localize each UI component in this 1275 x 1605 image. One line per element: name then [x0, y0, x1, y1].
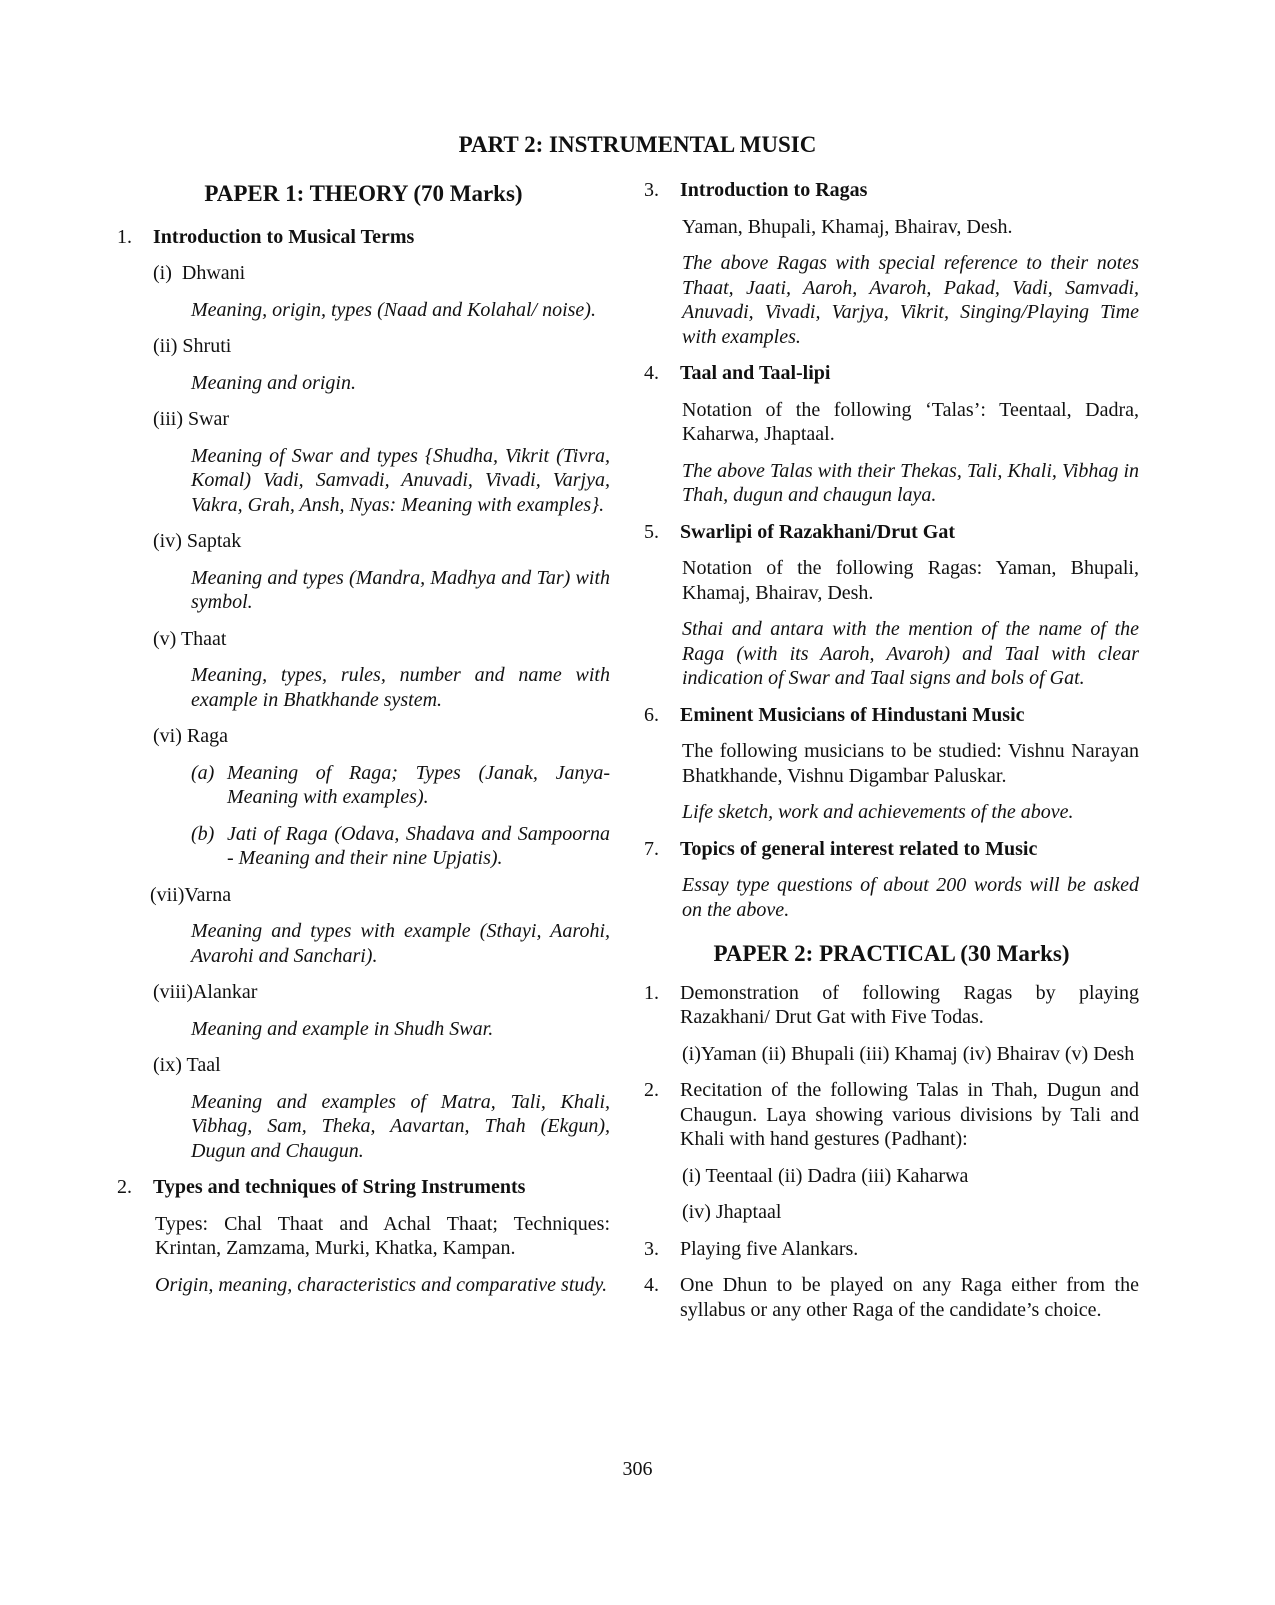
paper1-title: PAPER 1: THEORY (70 Marks) [204, 181, 523, 206]
item-paragraph: (iv) Jhaptaal [682, 1201, 782, 1223]
section-italic-paragraph: Life sketch, work and achievements of the above. [682, 801, 1074, 823]
section-title: Taal and Taal-lipi [680, 362, 831, 384]
sub-item-label: (vii)Varna [150, 883, 232, 906]
section-title: Topics of general interest related to Music [680, 837, 1038, 860]
paper2-title: PAPER 2: PRACTICAL (30 Marks) [713, 941, 1070, 966]
sub-item-description: Meaning, types, rules, number and name with example in Bhatkhande system. [191, 664, 610, 711]
section-heading [117, 1175, 610, 1200]
item-text: Playing five Alankars. [680, 1237, 859, 1260]
part-title: PART 2: INSTRUMENTAL MUSIC [458, 132, 817, 157]
section-title: Swarlipi of Razakhani/Drut Gat [680, 520, 956, 543]
practical-item [644, 1078, 1139, 1152]
section-number: 1. [117, 225, 132, 248]
section-title: Eminent Musicians of Hindustani Music [680, 703, 1025, 726]
practical-item [644, 1237, 1139, 1262]
item-text: Recitation of the following Talas in Thah, Dugun and Chaugun. Laya showing various divisions by Tali and Khali with hand gestures (Padhant): [680, 1079, 1139, 1150]
section-heading [644, 361, 1139, 386]
sub-item-label: (i) Dhwani [153, 262, 246, 284]
section-number: 4. [644, 362, 659, 384]
sub-item-description: Meaning and types with example (Sthayi, Aarohi, Avarohi and Sanchari). [191, 920, 610, 967]
section-number: 3. [644, 179, 659, 201]
sub-item-description: Meaning, origin, types (Naad and Kolahal/ noise). [191, 298, 596, 321]
item-text: Demonstration of following Ragas by playing Razakhani/ Drut Gat with Five Todas. [680, 981, 1139, 1028]
section-title: Types and techniques of String Instruments [153, 1176, 526, 1198]
sub-item-label: (iii) Swar [153, 408, 230, 430]
section-heading [644, 520, 1139, 545]
section-number: 7. [644, 837, 659, 860]
item-paragraph: (i) Teentaal (ii) Dadra (iii) Kaharwa [682, 1164, 969, 1187]
section-italic-paragraph: The above Talas with their Thekas, Tali, Khali, Vibhag in Thah, dugun and chaugun laya. [682, 459, 1139, 506]
section-italic-paragraph: Origin, meaning, characteristics and comparative study. [155, 1273, 608, 1296]
section-number: 5. [644, 520, 659, 543]
section-number: 2. [117, 1176, 132, 1198]
sub-item-description: Meaning and example in Shudh Swar. [191, 1017, 494, 1040]
item-number: 1. [644, 981, 659, 1004]
section-paragraph: Yaman, Bhupali, Khamaj, Bhairav, Desh. [682, 215, 1013, 238]
item-number: 3. [644, 1237, 659, 1260]
sub-item-label: (ix) Taal [153, 1054, 221, 1076]
section-heading [644, 837, 1139, 862]
lettered-text: Meaning of Raga; Types (Janak, Janya- Meaning with examples). [227, 761, 610, 808]
item-number: 2. [644, 1079, 659, 1101]
item-text: One Dhun to be played on any Raga either from the syllabus or any other Raga of the candidate’s choice. [680, 1274, 1139, 1321]
section-title: Introduction to Ragas [680, 179, 868, 201]
sub-item-label: (viii)Alankar [153, 981, 258, 1003]
section-title: Introduction to Musical Terms [153, 225, 415, 248]
practical-item [644, 1273, 1139, 1322]
section-paragraph: The following musicians to be studied: Vishnu Narayan Bhatkhande, Vishnu Digambar Paluskar. [682, 740, 1139, 787]
section-heading [117, 225, 610, 250]
right-column [644, 178, 1139, 1334]
sub-item-description: Meaning and origin. [191, 371, 356, 394]
section-paragraph: Notation of the following Ragas: Yaman, Bhupali, Khamaj, Bhairav, Desh. [682, 557, 1139, 604]
section-italic-paragraph: Essay type questions of about 200 words will be asked on the above. [682, 874, 1139, 921]
practical-item [644, 981, 1139, 1030]
lettered-item [191, 822, 610, 871]
letter-label: (a) [191, 761, 215, 784]
page-number: 306 [622, 1458, 653, 1480]
section-number: 6. [644, 703, 659, 726]
item-paragraph: (i)Yaman (ii) Bhupali (iii) Khamaj (iv) Bhairav (v) Desh [682, 1042, 1135, 1065]
section-paragraph: Notation of the following ‘Talas’: Teentaal, Dadra, Kaharwa, Jhaptaal. [682, 398, 1139, 445]
section-heading [644, 178, 1139, 203]
item-number: 4. [644, 1274, 659, 1296]
sub-item-description: Meaning of Swar and types {Shudha, Vikrit (Tivra, Komal) Vadi, Samvadi, Anuvadi, Vivadi, Varjya, Vakra, Grah, Ansh, Nyas: Meaning with examples}. [191, 444, 610, 516]
sub-item-label: (iv) Saptak [153, 530, 242, 552]
lettered-item [191, 761, 610, 810]
left-column [117, 178, 610, 1309]
section-italic-paragraph: The above Ragas with special reference to their notes Thaat, Jaati, Aaroh, Avaroh, Pakad, Vadi, Samvadi, Anuvadi, Vivadi, Varjya, Vikrit, Singing/Playing Time with examples. [682, 252, 1139, 348]
sub-item-label: (vi) Raga [153, 725, 228, 747]
sub-item-label: (ii) Shruti [153, 335, 232, 357]
sub-item-label: (v) Thaat [153, 627, 227, 650]
sub-item-description: Meaning and examples of Matra, Tali, Khali, Vibhag, Sam, Theka, Aavartan, Thah (Ekgun), Dugun and Chaugun. [191, 1090, 610, 1162]
section-heading [644, 703, 1139, 728]
section-paragraph: Types: Chal Thaat and Achal Thaat; Techniques: Krintan, Zamzama, Murki, Khatka, Kampan. [155, 1212, 610, 1259]
sub-item-description: Meaning and types (Mandra, Madhya and Tar) with symbol. [191, 566, 610, 613]
lettered-text: Jati of Raga (Odava, Shadava and Sampoorna - Meaning and their nine Upjatis). [227, 822, 610, 869]
section-italic-paragraph: Sthai and antara with the mention of the name of the Raga (with its Aaroh, Avaroh) and Taal with clear indication of Swar and Taal signs and bols of Gat. [682, 618, 1139, 689]
letter-label: (b) [191, 822, 215, 845]
